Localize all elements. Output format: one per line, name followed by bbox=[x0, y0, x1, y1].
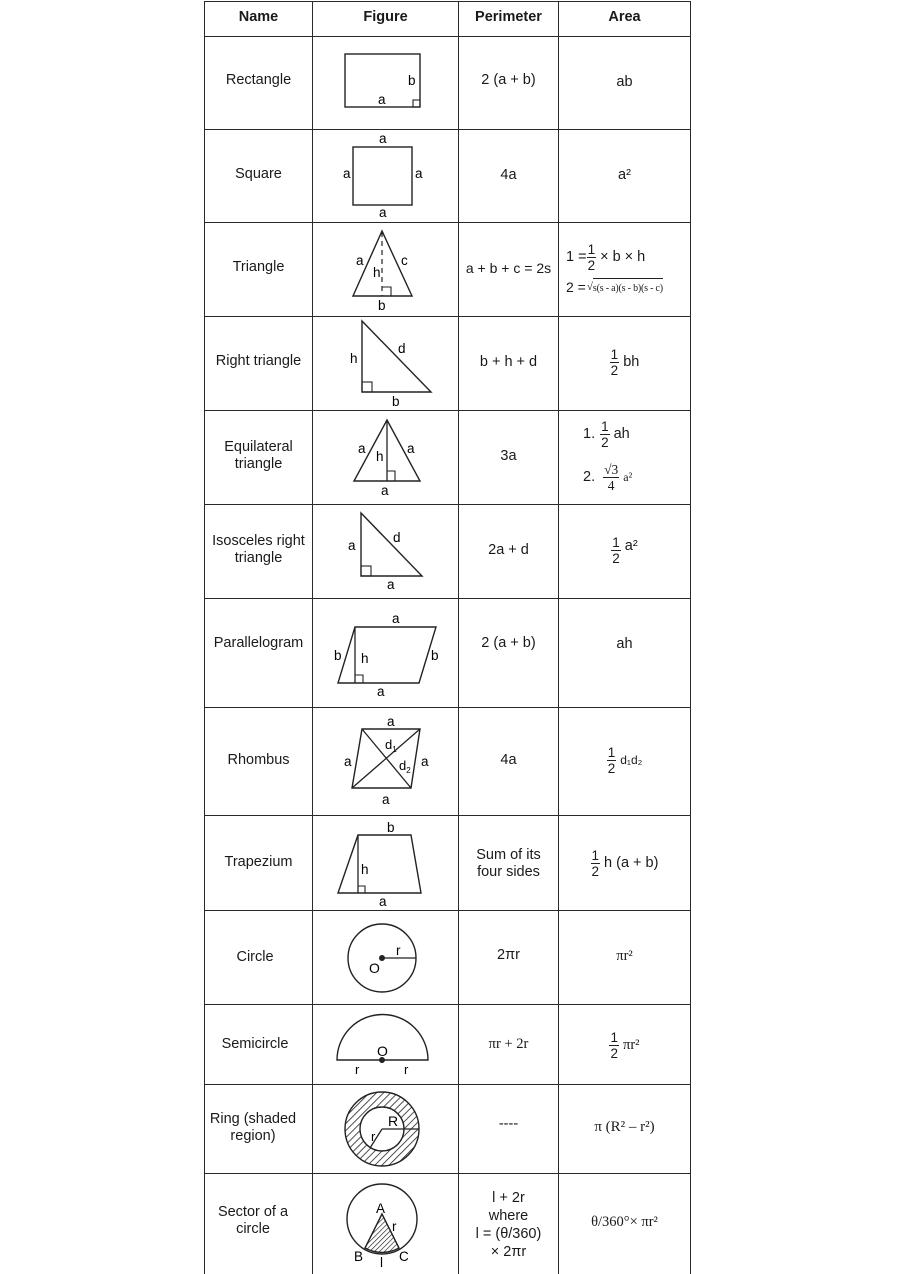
isosceles-right-triangle-figure bbox=[313, 505, 458, 598]
area-formula bbox=[583, 417, 683, 502]
svg-text:r: r bbox=[404, 1062, 409, 1077]
svg-text:a: a bbox=[421, 754, 429, 769]
ring-figure bbox=[313, 1085, 458, 1173]
perimeter-formula: 2 (a + b) bbox=[481, 634, 536, 651]
svg-text:h: h bbox=[376, 449, 384, 464]
svg-text:a: a bbox=[379, 131, 387, 146]
shape-name: Circle bbox=[236, 948, 274, 965]
svg-text:a: a bbox=[358, 441, 366, 456]
shape-name: Sector of a circle bbox=[217, 1204, 289, 1237]
area-formula: $\frac{1}{2}$ d₁d₂ bbox=[607, 744, 643, 776]
svg-text:b: b bbox=[387, 820, 395, 835]
area-formula: πr² bbox=[616, 947, 633, 964]
svg-text:r: r bbox=[371, 1129, 376, 1144]
area-formula: $\frac{1}{2}$ bh bbox=[610, 346, 640, 378]
svg-text:a: a bbox=[382, 792, 390, 807]
area-formula: π (R² – r²) bbox=[594, 1118, 655, 1135]
svg-text:h: h bbox=[361, 651, 369, 666]
svg-text:a: a bbox=[378, 92, 386, 107]
svg-text:a: a bbox=[344, 754, 352, 769]
perimeter-formula: b + h + d bbox=[479, 353, 538, 370]
shape-name: Semicircle bbox=[221, 1035, 289, 1052]
svg-text:a: a bbox=[377, 684, 385, 699]
svg-text:b: b bbox=[392, 394, 400, 409]
rhombus-figure bbox=[313, 708, 458, 815]
area-formula: ab bbox=[616, 73, 633, 90]
shape-name: Triangle bbox=[232, 258, 285, 275]
svg-text:A: A bbox=[376, 1201, 386, 1216]
perimeter-formula: l + 2r where l = (θ/360) × 2πr bbox=[475, 1190, 542, 1260]
svg-text:r: r bbox=[392, 1219, 397, 1234]
shape-name: Trapezium bbox=[224, 853, 293, 870]
area-formula bbox=[566, 240, 690, 306]
shape-name: Equilateral triangle bbox=[224, 439, 293, 472]
area-formula-line-1: 1. $\frac{1}{2}$ ah bbox=[583, 418, 630, 450]
semicircle-figure bbox=[313, 1005, 458, 1084]
area-formula-line-2: 2 = √ s(s - a)(s - b)(s - c) bbox=[566, 278, 663, 295]
perimeter-formula: 2 (a + b) bbox=[481, 71, 536, 88]
shape-name: Rhombus bbox=[227, 751, 290, 768]
perimeter-formula: 4a bbox=[500, 751, 517, 768]
svg-text:h: h bbox=[350, 351, 358, 366]
equilateral-triangle-figure bbox=[313, 411, 458, 504]
shape-name: Parallelogram bbox=[213, 634, 304, 651]
svg-text:a: a bbox=[379, 894, 387, 909]
svg-text:a: a bbox=[407, 441, 415, 456]
perimeter-formula: 2a + d bbox=[488, 541, 529, 558]
square-figure bbox=[313, 130, 458, 222]
area-formula: a² bbox=[618, 166, 631, 183]
svg-text:a: a bbox=[379, 205, 387, 220]
svg-text:a: a bbox=[415, 166, 423, 181]
svg-text:b: b bbox=[431, 648, 439, 663]
svg-text:d1: $d_1$ bbox=[385, 737, 397, 754]
area-formula: $\frac{1}{2}$ a² bbox=[612, 534, 638, 566]
trapezium-figure bbox=[313, 816, 458, 910]
header-area: Area bbox=[608, 8, 641, 25]
header-figure: Figure bbox=[363, 8, 408, 25]
parallelogram-figure bbox=[313, 599, 458, 707]
area-formula: $\frac{1}{2}$ h (a + b) bbox=[591, 847, 659, 879]
area-formula-line-1: 1 = $\frac{1}{2}$ × b × h bbox=[566, 241, 646, 273]
shape-name: Rectangle bbox=[225, 71, 292, 88]
shape-name: Right triangle bbox=[215, 352, 302, 369]
perimeter-formula: ---- bbox=[498, 1115, 519, 1132]
svg-text:b: b bbox=[334, 648, 342, 663]
svg-text:a: a bbox=[387, 577, 395, 592]
svg-text:d2: $d_2$ bbox=[399, 758, 411, 775]
perimeter-formula: πr + 2r bbox=[488, 1035, 529, 1052]
svg-text:c: c bbox=[401, 253, 408, 268]
svg-text:r: r bbox=[396, 943, 401, 958]
svg-text:r: r bbox=[355, 1062, 360, 1077]
area-formula: θ/360°× πr² bbox=[591, 1213, 658, 1230]
shape-name: Ring (shaded region) bbox=[209, 1111, 297, 1144]
area-formula: ah bbox=[616, 635, 633, 652]
svg-text:a: a bbox=[387, 714, 395, 729]
triangle-figure bbox=[313, 223, 458, 316]
svg-text:O: O bbox=[377, 1043, 388, 1059]
svg-text:C: C bbox=[399, 1249, 409, 1264]
svg-text:l: l bbox=[380, 1255, 383, 1270]
perimeter-formula: a + b + c = 2s bbox=[465, 259, 552, 276]
perimeter-formula: Sum of its four sides bbox=[476, 847, 541, 880]
shape-name: Square bbox=[235, 165, 282, 182]
perimeter-formula: 2πr bbox=[497, 946, 520, 963]
svg-text:b: b bbox=[408, 73, 416, 88]
svg-text:b: b bbox=[378, 298, 386, 313]
rectangle-figure bbox=[313, 37, 458, 129]
header-name: Name bbox=[238, 8, 279, 25]
area-formula: $\frac{1}{2}$ πr² bbox=[610, 1029, 640, 1061]
right-triangle-figure bbox=[313, 317, 458, 410]
shape-name: Isosceles right triangle bbox=[212, 533, 305, 566]
grid-line bbox=[690, 1, 691, 1274]
svg-text:d: d bbox=[398, 341, 406, 356]
perimeter-formula: 3a bbox=[500, 447, 517, 464]
svg-text:a: a bbox=[381, 483, 389, 498]
svg-text:R: R bbox=[388, 1113, 399, 1129]
svg-text:h: h bbox=[361, 862, 369, 877]
svg-text:a: a bbox=[356, 253, 364, 268]
header-perimeter: Perimeter bbox=[475, 8, 542, 25]
svg-text:a: a bbox=[343, 166, 351, 181]
sector-figure bbox=[313, 1174, 458, 1274]
svg-text:a: a bbox=[392, 611, 400, 626]
circle-figure bbox=[313, 911, 458, 1004]
svg-text:O: O bbox=[369, 960, 380, 976]
svg-text:B: B bbox=[354, 1249, 364, 1264]
area-formula-line-2: 2. $\frac{√3}{4}$ a² bbox=[583, 461, 633, 493]
perimeter-formula: 4a bbox=[500, 166, 517, 183]
svg-text:h: h bbox=[373, 265, 381, 280]
svg-text:a: a bbox=[348, 538, 356, 553]
svg-text:d: d bbox=[393, 530, 401, 545]
